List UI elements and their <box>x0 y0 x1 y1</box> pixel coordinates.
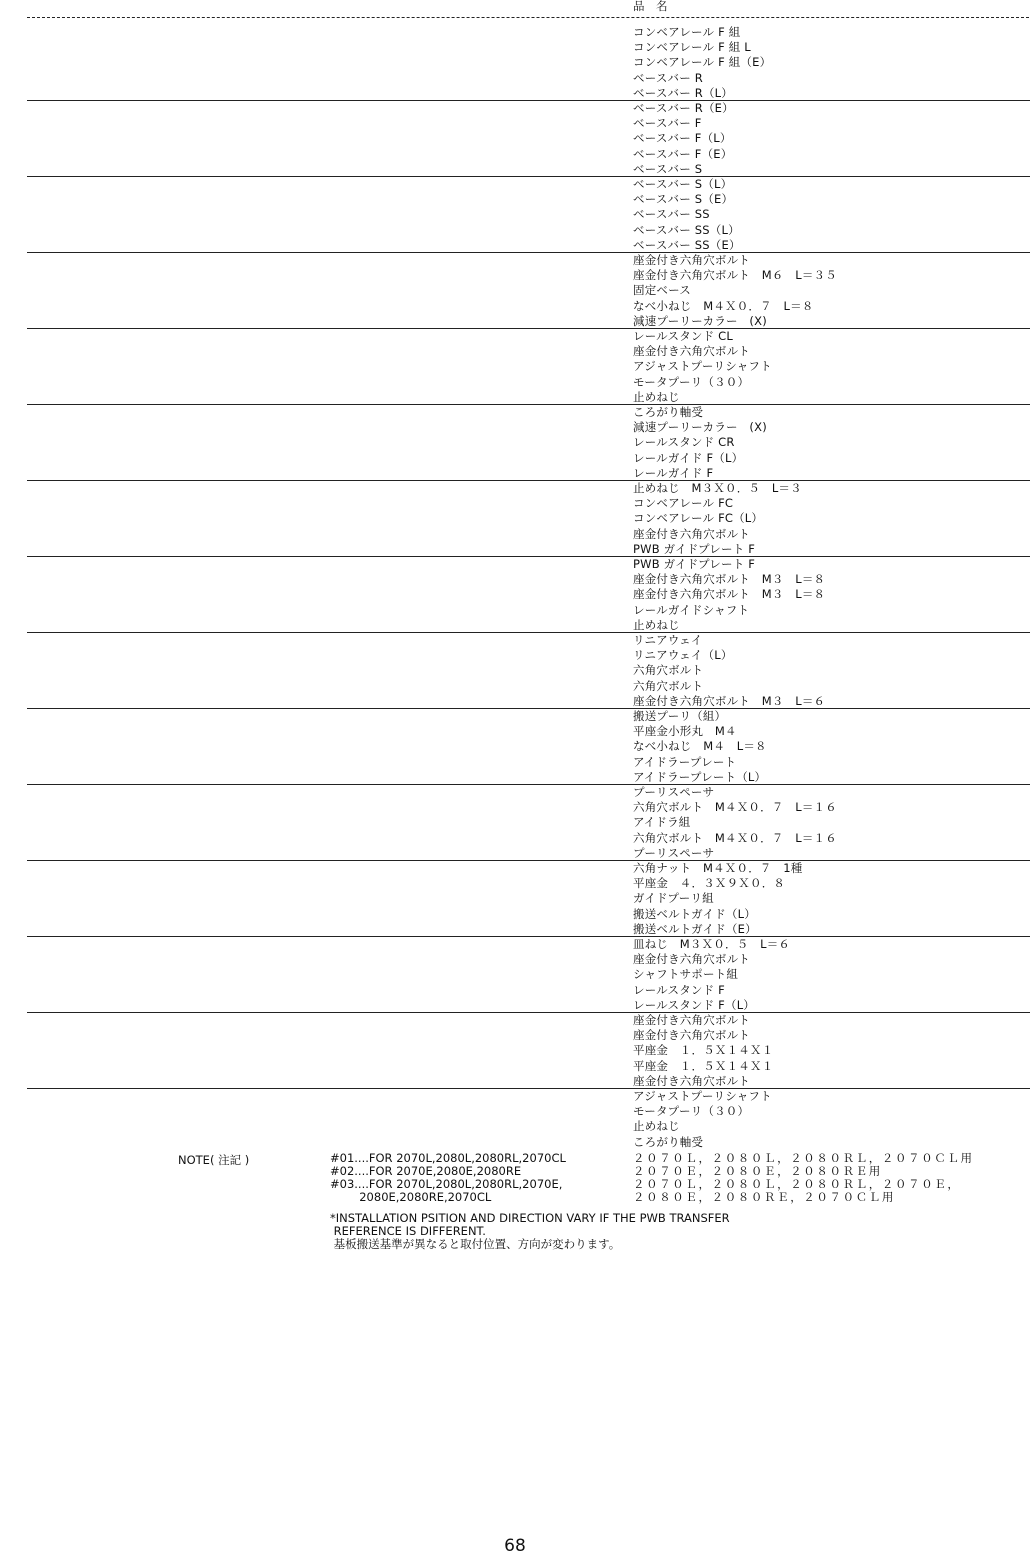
part-name: 搬送ベルトガイド（L） <box>633 906 756 921</box>
part-name: レールスタンド F（L） <box>633 997 756 1012</box>
part-name: アイドラープレート <box>633 754 737 769</box>
part-name: ベースバー SS（L） <box>633 222 740 237</box>
part-name: 座金付き六角穴ボルト <box>633 952 750 967</box>
part-name: アジャストプーリシャフト <box>633 1089 772 1103</box>
part-name: 平座金 ４．３Ｘ９Ｘ０．８ <box>633 876 786 891</box>
part-name: 座金付き六角穴ボルト M３ L＝８ <box>633 572 826 587</box>
part-name: コンベアレール F 組 <box>633 25 741 39</box>
part-name: PWB ガイドプレート F <box>633 557 756 571</box>
part-name: コンベアレール F 組 L <box>633 40 751 55</box>
parts-list <box>0 25 1030 1165</box>
parts-group <box>0 937 1030 1013</box>
part-name: なべ小ねじ M４ L＝８ <box>633 739 767 754</box>
part-name: レールガイド F <box>633 465 714 480</box>
part-name: レールスタンド F <box>633 982 725 997</box>
part-name: 座金付き六角穴ボルト M６ L＝３５ <box>633 268 837 283</box>
part-name: コンベアレール FC（L） <box>633 511 764 526</box>
parts-group <box>0 557 1030 633</box>
part-name: コンベアレール F 組（E） <box>633 55 772 70</box>
part-name: 座金付き六角穴ボルト <box>633 1028 750 1043</box>
parts-group <box>0 101 1030 177</box>
part-name: ベースバー R（E） <box>633 101 734 115</box>
part-name: リニアウェイ（L） <box>633 648 733 663</box>
part-name: アイドラープレート（L） <box>633 769 767 784</box>
part-name: 平座金小形丸 M４ <box>633 724 737 739</box>
parts-group <box>0 785 1030 861</box>
part-name: ベースバー F（E） <box>633 146 733 161</box>
part-name: 六角穴ボルト <box>633 663 704 678</box>
installation-note-line-1: *INSTALLATION PSITION AND DIRECTION VARY IF THE PWB TRANSFER <box>330 1211 730 1225</box>
part-name: レールスタンド CL <box>633 329 734 343</box>
part-name: ベースバー SS（E） <box>633 237 741 252</box>
part-name: ころがり軸受 <box>633 405 704 419</box>
parts-group <box>0 329 1030 405</box>
part-name: なべ小ねじ M４Ｘ０．７ L＝８ <box>633 298 814 313</box>
part-name: レールスタンド CR <box>633 435 735 450</box>
part-name: 座金付き六角穴ボルト M３ L＝６ <box>633 693 826 708</box>
part-name: アイドラ組 <box>633 815 691 830</box>
part-name: PWB ガイドプレート F <box>633 541 756 556</box>
part-name: 平座金 １．５Ｘ１４Ｘ１ <box>633 1043 774 1058</box>
part-name: プーリスペーサ <box>633 845 715 860</box>
part-name: 搬送プーリ（組） <box>633 709 727 723</box>
installation-note-line-3: 基板搬送基準が異なると取付位置、方向が変わります。 <box>330 1237 621 1251</box>
parts-group <box>0 481 1030 557</box>
part-name: 六角ナット M４Ｘ０．７ 1種 <box>633 861 803 875</box>
parts-group <box>0 1013 1030 1089</box>
note-en-2: #02....FOR 2070E,2080E,2080RE <box>330 1164 522 1178</box>
notes-heading: NOTE( 注記 ) <box>178 1153 250 1167</box>
column-header-part-name: 品 名 <box>633 0 668 13</box>
part-name: 座金付き六角穴ボルト <box>633 253 750 267</box>
part-name: 固定ベース <box>633 283 691 298</box>
page-number: 68 <box>504 1536 526 1556</box>
note-en-3: #03....FOR 2070L,2080L,2080RL,2070E, <box>330 1177 563 1191</box>
note-jp-2: ２０７０Ｅ，２０８０Ｅ，２０８０ＲＥ用 <box>633 1164 882 1178</box>
part-name: ころがり軸受 <box>633 1134 704 1149</box>
note-jp-4: ２０８０Ｅ，２０８０ＲＥ，２０７０ＣＬ用 <box>633 1190 895 1204</box>
part-name: 六角穴ボルト <box>633 678 704 693</box>
part-name: ベースバー SS <box>633 207 710 222</box>
part-name: コンベアレール FC <box>633 496 734 511</box>
installation-note <box>330 1212 730 1251</box>
parts-group <box>0 25 1030 101</box>
parts-group <box>0 253 1030 329</box>
part-name: 平座金 １．５Ｘ１４Ｘ１ <box>633 1058 774 1073</box>
part-name: 止めねじ M３Ｘ０．５ L＝３ <box>633 481 802 495</box>
part-name: プーリスペーサ <box>633 785 715 799</box>
installation-note-line-2: REFERENCE IS DIFFERENT. <box>330 1224 486 1238</box>
part-name: 搬送ベルトガイド（E） <box>633 921 757 936</box>
part-name: レールガイド F（L） <box>633 450 744 465</box>
part-name: ベースバー S <box>633 161 703 176</box>
part-name: 止めねじ <box>633 617 680 632</box>
part-name: ベースバー F（L） <box>633 131 732 146</box>
part-name: 減速プーリーカラー (X) <box>633 420 767 435</box>
note-en-1: #01....FOR 2070L,2080L,2080RL,2070CL <box>330 1151 566 1165</box>
part-name: 減速プーリーカラー (X) <box>633 313 767 328</box>
parts-group <box>0 861 1030 937</box>
part-name: ガイドプーリ組 <box>633 891 714 906</box>
parts-group <box>0 709 1030 785</box>
part-name: モータプーリ（３０） <box>633 374 750 389</box>
part-name: レールガイドシャフト <box>633 602 750 617</box>
part-name: ベースバー S（E） <box>633 192 734 207</box>
part-name: シャフトサポート組 <box>633 967 739 982</box>
part-name: リニアウェイ <box>633 633 703 647</box>
part-name: 皿ねじ M３Ｘ０．５ L＝６ <box>633 937 791 951</box>
part-name: 六角穴ボルト M４Ｘ０．７ L＝１６ <box>633 830 837 845</box>
part-name: ベースバー R（L） <box>633 85 733 100</box>
parts-group <box>0 177 1030 253</box>
part-name: 座金付き六角穴ボルト M３ L＝８ <box>633 587 826 602</box>
part-name: 座金付き六角穴ボルト <box>633 1013 750 1027</box>
part-name: 座金付き六角穴ボルト <box>633 1073 750 1088</box>
part-name: 座金付き六角穴ボルト <box>633 344 750 359</box>
part-name: 座金付き六角穴ボルト <box>633 526 750 541</box>
part-name: 止めねじ <box>633 1119 680 1134</box>
part-name: 六角穴ボルト M４Ｘ０．７ L＝１６ <box>633 800 837 815</box>
part-name: ベースバー F <box>633 116 702 131</box>
parts-group <box>0 405 1030 481</box>
note-jp-3: ２０７０Ｌ，２０８０Ｌ，２０８０ＲＬ，２０７０Ｅ， <box>633 1177 961 1191</box>
note-en-4: 2080E,2080RE,2070CL <box>330 1190 492 1204</box>
parts-group <box>0 633 1030 709</box>
part-name: モータプーリ（３０） <box>633 1104 750 1119</box>
note-jp-1: ２０７０Ｌ，２０８０Ｌ，２０８０ＲＬ，２０７０ＣＬ用 <box>633 1151 974 1165</box>
part-name: 止めねじ <box>633 389 680 404</box>
part-name: ベースバー S（L） <box>633 177 733 191</box>
part-name: アジャストプーリシャフト <box>633 359 772 374</box>
header-dashed-rule <box>27 17 1029 18</box>
part-name: ベースバー R <box>633 70 703 85</box>
